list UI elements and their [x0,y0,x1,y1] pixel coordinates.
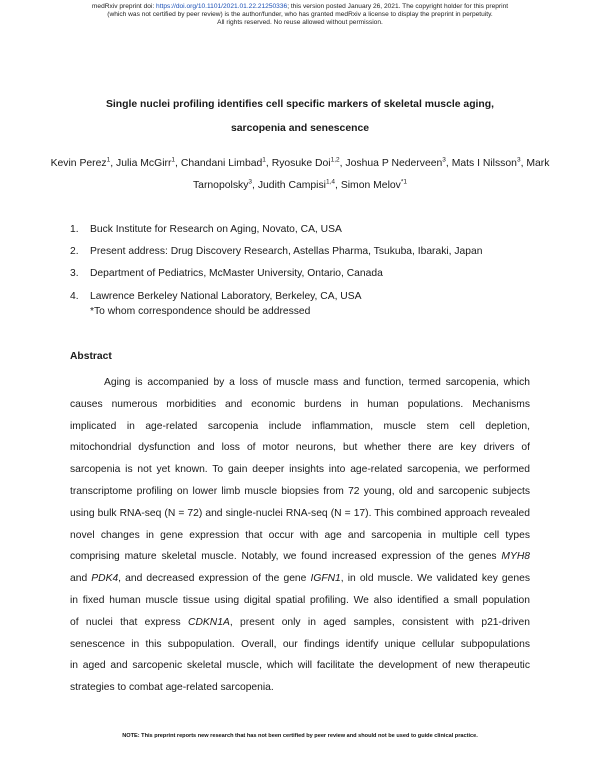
author [116,158,175,169]
author [181,158,266,169]
abstract-line: senescence in this subpopulation. Overall, our findings identify unique cellular subpopulations [70,638,530,650]
author-affiliation-mark: 1 [262,156,266,164]
author [51,158,111,169]
title-line-2: sarcopenia and senescence [230,123,370,134]
preprint-header [0,3,600,27]
affiliation-number: 1. [70,223,79,235]
gene-name: PDK4 [91,573,119,585]
author-name: Judith Campisi [257,180,326,191]
author-name: Chandani Limbad [180,158,263,169]
author [452,158,521,169]
abstract-line: strategies to combat age-related sarcopenia. [70,682,274,694]
abstract-line: causes numerous morbidities and economic burdens in human populations. Mechanisms [70,398,530,410]
abstract-line: using bulk RNA-seq (N = 72) and single-nuclei RNA-seq (N = 17). This combined approach revealed [70,507,530,519]
header-line-2: (which was not certified by peer review) is the author/funder, who has granted medRxiv a license to display the preprint in perpetuity. [107,11,493,18]
affiliation-text: Buck Institute for Research on Aging, Novato, CA, USA [90,223,342,235]
author-name: Simon Melov [340,180,401,191]
abstract-line: and PDK4, and decreased expression of the gene IGFN1, in old muscle. We validated key genes [70,573,530,585]
author-list: Kevin Perez$^1$, Julia McGirr$^1$, Chandani Limbad$^1$, Ryosuke Doi$^{1,2}$, Joshua P Nederveen$^3$, Mats I Nilsson$^3$, Mark Tarnopolsky$^3$, Judith Campisi$^{1,4}$, Simon Melov$^{*1}$ [50,156,550,191]
abstract-line: Aging is accompanied by a loss of muscle mass and function, termed sarcopenia, which [104,377,530,388]
affiliation-item [70,218,560,240]
author-name: Kevin Perez [50,158,107,169]
abstract-line: transcriptome profiling on lower limb muscle biopsies from 72 young, old and sarcopenic subjects [70,485,530,497]
author [341,180,407,191]
gene-name: IGFN1 [310,573,341,585]
header-line-1: medRxiv preprint doi: https://doi.org/10.1101/2021.01.22.21250336; this version posted January 26, 2021. The copyright holder for this preprint [91,3,509,10]
abstract-line: of nuclei that express CDKN1A, present only in aged samples, consistent with p21-driven [70,616,530,628]
header-line-3: All rights reserved. No reuse allowed without permission. [217,19,383,26]
affiliation-number: 3. [70,268,79,280]
abstract-line: in fixed human muscle tissue using digital spatial profiling. We also identified a small population [70,594,530,606]
author-affiliation-mark: 3 [248,178,253,186]
doi-link[interactable]: https://doi.org/10.1101/2021.01.22.21250336 [156,3,288,10]
abstract-line: mitochondrial dysfunction and loss of motor neurons, but whether there are key drivers of [70,442,530,454]
title-line-1: Single nuclei profiling identifies cell specific markers of skeletal muscle aging, [105,99,495,110]
author-affiliation-mark: 1,2 [330,156,340,164]
author-name: Mark Tarnopolsky [192,158,550,191]
affiliation-number: 2. [70,245,79,257]
abstract-line: implicated in age-related sarcopenia include inflammation, muscle stem cell depletion, [70,420,530,432]
affiliation-text: Department of Pediatrics, McMaster University, Ontario, Canada [90,268,383,280]
paper-title [40,93,560,141]
author-affiliation-mark: 3 [516,156,521,164]
affiliation-item [70,263,560,285]
gene-name: CDKN1A [188,616,230,628]
abstract-body [70,372,530,699]
author-name: Ryosuke Doi [271,158,331,169]
author-affiliation-mark: 1 [106,156,111,164]
affiliation-text: Present address: Drug Discovery Research, Astellas Pharma, Tsukuba, Ibaraki, Japan [90,245,483,257]
affiliation-list [70,218,560,307]
affiliation-item [70,240,560,262]
affiliation-text: Lawrence Berkeley National Laboratory, Berkeley, CA, USA [90,290,362,302]
gene-name: MYH8 [501,551,530,563]
peer-review-note: NOTE: This preprint reports new research that has not been certified by peer review and should not be used to guide clinical practice. [122,733,478,739]
author-affiliation-mark: 3 [442,156,446,164]
abstract-line: novel changes in gene expression that occur with age and sarcopenia in multiple cell types [70,529,530,541]
author-name: Mats I Nilsson [451,158,517,169]
correspondence-note: *To whom correspondence should be addressed [90,306,311,317]
author-name: Julia McGirr [116,158,172,169]
abstract-heading: Abstract [70,351,112,362]
affiliation-item [70,285,560,307]
author [272,158,340,169]
author-affiliation-mark: 1,4 [325,178,336,186]
author-affiliation-mark: *1 [400,178,408,186]
author [258,180,335,191]
affiliation-number: 4. [70,290,79,302]
abstract-line: sarcopenia is not yet known. To gain deeper insights into age-related sarcopenia, we performed [70,464,530,476]
author-name: Joshua P Nederveen [345,158,443,169]
abstract-line: in aged and sarcopenic skeletal muscle, which will facilitate the development of new therapeutic [70,660,530,672]
author [345,158,445,169]
author-affiliation-mark: 1 [171,156,176,164]
abstract-line: comprising mature skeletal muscle. Notably, we found increased expression of the genes MYH8 [70,551,530,563]
